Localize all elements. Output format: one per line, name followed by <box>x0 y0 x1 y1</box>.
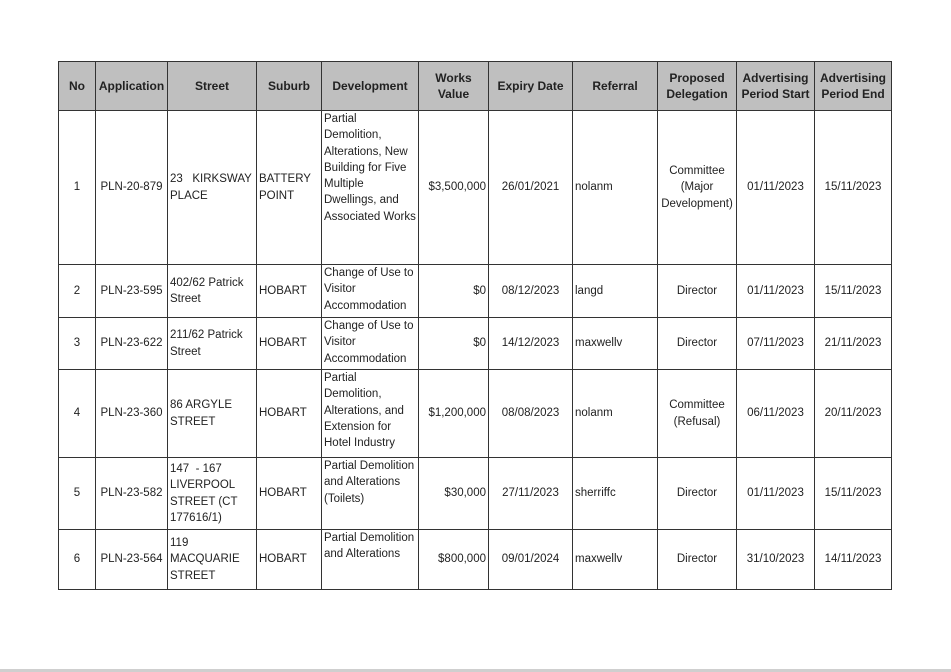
header-application: Application <box>96 62 168 111</box>
cell-street: 23 KIRKSWAY PLACE <box>168 111 257 265</box>
cell-expiry-date: 26/01/2021 <box>489 111 573 265</box>
cell-referral: maxwellv <box>573 530 658 590</box>
table-header <box>59 62 892 111</box>
cell-delegation: Committee (Major Development) <box>658 111 737 265</box>
cell-referral: langd <box>573 265 658 318</box>
table-row <box>59 265 892 318</box>
header-no: No <box>59 62 96 111</box>
table-row <box>59 370 892 458</box>
cell-no: 1 <box>59 111 96 265</box>
header-expiry-date: Expiry Date <box>489 62 573 111</box>
cell-referral: sherriffc <box>573 458 658 530</box>
header-advertising-start: Advertising Period Start <box>737 62 815 111</box>
cell-referral: maxwellv <box>573 318 658 370</box>
cell-delegation: Committee (Refusal) <box>658 370 737 458</box>
cell-suburb: HOBART <box>257 458 322 530</box>
cell-expiry-date: 08/08/2023 <box>489 370 573 458</box>
cell-development: Change of Use to Visitor Accommodation <box>322 265 419 318</box>
cell-referral: nolanm <box>573 370 658 458</box>
cell-advertising-end: 15/11/2023 <box>815 265 892 318</box>
cell-advertising-start: 07/11/2023 <box>737 318 815 370</box>
table-row <box>59 458 892 530</box>
cell-works-value: $3,500,000 <box>419 111 489 265</box>
cell-referral: nolanm <box>573 111 658 265</box>
cell-development: Partial Demolition, Alterations, and Extension for Hotel Industry <box>322 370 419 458</box>
header-advertising-end: Advertising Period End <box>815 62 892 111</box>
applications-table <box>58 61 892 590</box>
cell-advertising-end: 21/11/2023 <box>815 318 892 370</box>
cell-advertising-end: 20/11/2023 <box>815 370 892 458</box>
header-row <box>59 62 892 111</box>
header-proposed-delegation: Proposed Delegation <box>658 62 737 111</box>
cell-expiry-date: 08/12/2023 <box>489 265 573 318</box>
cell-development: Partial Demolition, Alterations, New Building for Five Multiple Dwellings, and Associated Works <box>322 111 419 265</box>
cell-expiry-date: 14/12/2023 <box>489 318 573 370</box>
cell-advertising-start: 01/11/2023 <box>737 458 815 530</box>
cell-development: Partial Demolition and Alterations (Toilets) <box>322 458 419 530</box>
cell-application: PLN-23-622 <box>96 318 168 370</box>
table-body <box>59 111 892 590</box>
cell-advertising-end: 14/11/2023 <box>815 530 892 590</box>
header-street: Street <box>168 62 257 111</box>
cell-street: 147 - 167 LIVERPOOL STREET (CT 177616/1) <box>168 458 257 530</box>
cell-no: 2 <box>59 265 96 318</box>
cell-expiry-date: 09/01/2024 <box>489 530 573 590</box>
cell-advertising-start: 01/11/2023 <box>737 265 815 318</box>
header-works-value: Works Value <box>419 62 489 111</box>
cell-delegation: Director <box>658 530 737 590</box>
table-row <box>59 111 892 265</box>
cell-application: PLN-23-595 <box>96 265 168 318</box>
cell-suburb: HOBART <box>257 318 322 370</box>
cell-advertising-start: 01/11/2023 <box>737 111 815 265</box>
cell-application: PLN-20-879 <box>96 111 168 265</box>
cell-works-value: $1,200,000 <box>419 370 489 458</box>
cell-suburb: BATTERY POINT <box>257 111 322 265</box>
cell-advertising-end: 15/11/2023 <box>815 111 892 265</box>
cell-street: 402/62 Patrick Street <box>168 265 257 318</box>
cell-no: 5 <box>59 458 96 530</box>
header-development: Development <box>322 62 419 111</box>
cell-street: 86 ARGYLE STREET <box>168 370 257 458</box>
cell-expiry-date: 27/11/2023 <box>489 458 573 530</box>
cell-no: 4 <box>59 370 96 458</box>
cell-suburb: HOBART <box>257 265 322 318</box>
cell-street: 211/62 Patrick Street <box>168 318 257 370</box>
table-row <box>59 530 892 590</box>
cell-application: PLN-23-360 <box>96 370 168 458</box>
table-row <box>59 318 892 370</box>
cell-works-value: $800,000 <box>419 530 489 590</box>
cell-works-value: $0 <box>419 265 489 318</box>
cell-suburb: HOBART <box>257 530 322 590</box>
cell-application: PLN-23-564 <box>96 530 168 590</box>
cell-no: 6 <box>59 530 96 590</box>
cell-works-value: $30,000 <box>419 458 489 530</box>
cell-advertising-end: 15/11/2023 <box>815 458 892 530</box>
cell-street: 119 MACQUARIE STREET <box>168 530 257 590</box>
cell-advertising-start: 06/11/2023 <box>737 370 815 458</box>
header-referral: Referral <box>573 62 658 111</box>
cell-development: Partial Demolition and Alterations <box>322 530 419 590</box>
cell-development: Change of Use to Visitor Accommodation <box>322 318 419 370</box>
cell-advertising-start: 31/10/2023 <box>737 530 815 590</box>
cell-delegation: Director <box>658 265 737 318</box>
cell-suburb: HOBART <box>257 370 322 458</box>
cell-no: 3 <box>59 318 96 370</box>
cell-works-value: $0 <box>419 318 489 370</box>
cell-delegation: Director <box>658 458 737 530</box>
header-suburb: Suburb <box>257 62 322 111</box>
cell-delegation: Director <box>658 318 737 370</box>
cell-application: PLN-23-582 <box>96 458 168 530</box>
